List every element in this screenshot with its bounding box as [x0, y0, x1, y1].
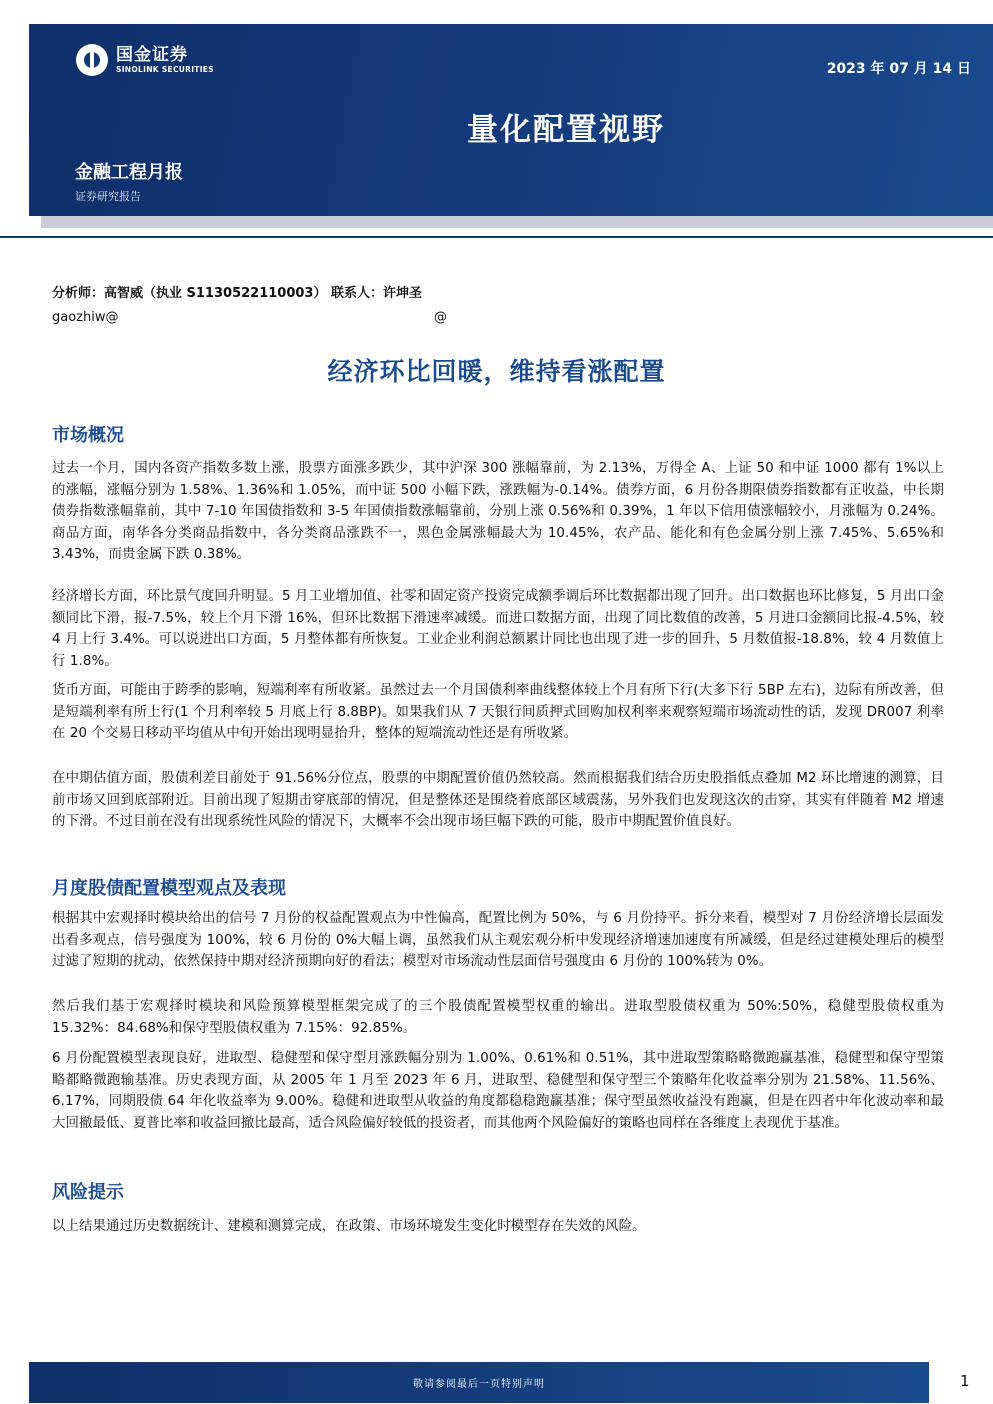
logo-en-text: SINOLINK SECURITIES [116, 64, 214, 74]
model-paragraph-3: 6 月份配置模型表现良好，进取型、稳健型和保守型月涨跌幅分别为 1.00%、0.61%和 0.51%，其中进取型策略略微跑赢基准，稳健型和保守型策略都略微跑输基准。历史表现方面，从 2005 年 1 月至 2023 年 6 月，进取型、稳健型和保守型三个策略年化收益率分别为 21.58%、11.56%、6.17%，同期股债 64 年化收益率为 9.00%。稳健和进取型从收益的角度都稳稳跑赢基准；保守型虽然收益没有跑赢，但是在四者中年化波动率和最大回撤最低、夏普比率和收益回撤比最高，适合风险偏好较低的投资者，而其他两个风险偏好的策略也同样在各维度上表现优于基准。 [52, 1051, 944, 1131]
analyst-email[interactable]: gaozhiw@ [52, 310, 119, 325]
model-paragraph-2: 然后我们基于宏观择时模块和风险预算模型框架完成了的三个股债配置模型权重的输出。进取型股债权重为 50%:50%，稳健型股债权重为 15.32%：84.68%和保守型股债权重为 7.15%：92.85%。 [52, 999, 944, 1036]
market-paragraph-2: 经济增长方面，环比景气度回升明显。5 月工业增加值、社零和固定资产投资完成额季调后环比数据都出现了回升。出口数据也环比修复，5 月出口金额同比下滑，报-7.5%，较上个月下滑 16%，但环比数据下滑速率减缓。而进口数据方面，出现了同比数值的改善，5 月进口金额同比报-4.5%，较 4 月上行 3.4%。可以说进出口方面，5 月整体都有所恢复。工业企业利润总额累计同比也出现了进一步的回升，5 月数值报-18.8%，较 4 月数值上行 1.8%。 [52, 589, 944, 669]
logo-cn-text: 国金证券 [116, 44, 188, 65]
market-paragraph-3: 货币方面，可能由于跨季的影响，短端利率有所收紧。虽然过去一个月国债利率曲线整体较上个月有所下行(大多下行 5BP 左右)，边际有所改善，但是短端利率有所上行(1 个月利率较 5 月底上行 8.8BP)。如果我们从 7 天银行间质押式回购加权利率来观察短端市场流动性的话，发现 DR007 利率在 20 个交易日移动平均值从中旬开始出现明显抬升，整体的短端流动性还是有所收紧。 [52, 683, 944, 741]
header-divider [0, 236, 993, 238]
section-heading-market: 市场概况 [52, 425, 124, 446]
market-paragraph-4: 在中期估值方面，股债利差目前处于 91.56%分位点，股票的中期配置价值仍然较高。然而根据我们结合历史股指低点叠加 M2 环比增速的测算，目前市场又回到底部附近。目前出现了短期击穿底部的情况，但是整体还是围绕着底部区域震荡，另外我们也发现这次的击穿，其实有伴随着 M2 增速的下滑。不过目前在没有出现系统性风险的情况下，大概率不会出现市场巨幅下跌的可能，股市中期配置价值良好。 [52, 771, 944, 829]
report-type: 金融工程月报 [75, 162, 183, 183]
series-title: 量化配置视野 [467, 112, 665, 148]
company-logo [76, 44, 214, 76]
risk-paragraph-1: 以上结果通过历史数据统计、建模和测算完成，在政策、市场环境发生变化时模型存在失效的风险。 [52, 1219, 646, 1234]
section-heading-risk: 风险提示 [52, 1182, 124, 1203]
report-date: 2023 年 07 月 14 日 [826, 61, 971, 77]
footer-disclaimer: 敬请参阅最后一页特别声明 [413, 1379, 545, 1390]
sinolink-logo-icon [76, 44, 108, 76]
report-subtype: 证券研究报告 [75, 190, 141, 203]
analyst-line: 分析师：高智威（执业 S1130522110003） 联系人：许坤圣 [52, 286, 423, 301]
section-heading-model: 月度股债配置模型观点及表现 [52, 878, 286, 899]
contact-email[interactable]: @ [434, 310, 447, 325]
page-number: 1 [960, 1372, 970, 1390]
header-banner [29, 24, 993, 216]
model-paragraph-1: 根据其中宏观择时模块给出的信号 7 月份的权益配置观点为中性偏高，配置比例为 50%，与 6 月份持平。拆分来看，模型对 7 月份经济增长层面发出看多观点，信号强度为 100%，较 6 月份的 0%大幅上调，虽然我们从主观宏观分析中发现经济增速加速度有所减缓，但是经过建模处理后的模型过滤了短期的扰动，依然保持中期对经济预期向好的看法；模型对市场流动性层面信号强度由 6 月份的 100%转为 0%。 [52, 911, 944, 969]
report-title: 经济环比回暖，维持看涨配置 [327, 357, 666, 386]
market-paragraph-1: 过去一个月，国内各资产指数多数上涨，股票方面涨多跌少，其中沪深 300 涨幅靠前，为 2.13%，万得全 A、上证 50 和中证 1000 都有 1%以上的涨幅，涨幅分别为 1.58%、1.36%和 1.05%，而中证 500 小幅下跌，涨跌幅为-0.14%。债券方面，6 月份各期限债券指数都有正收益，中长期债券指数涨幅靠前，其中 7-10 年国债指数和 3-5 年国债指数涨幅靠前，分别上涨 0.56%和 0.39%，1 年以下信用债涨幅较小，月涨幅为 0.24%。商品方面，南华各分类商品指数中，各分类商品涨跌不一，黑色金属涨幅最大为 10.45%，农产品、能化和有色金属分别上涨 7.45%、5.65%和 3.43%，而贵金属下跌 0.38%。 [52, 461, 944, 562]
footer-bar [29, 1362, 929, 1403]
